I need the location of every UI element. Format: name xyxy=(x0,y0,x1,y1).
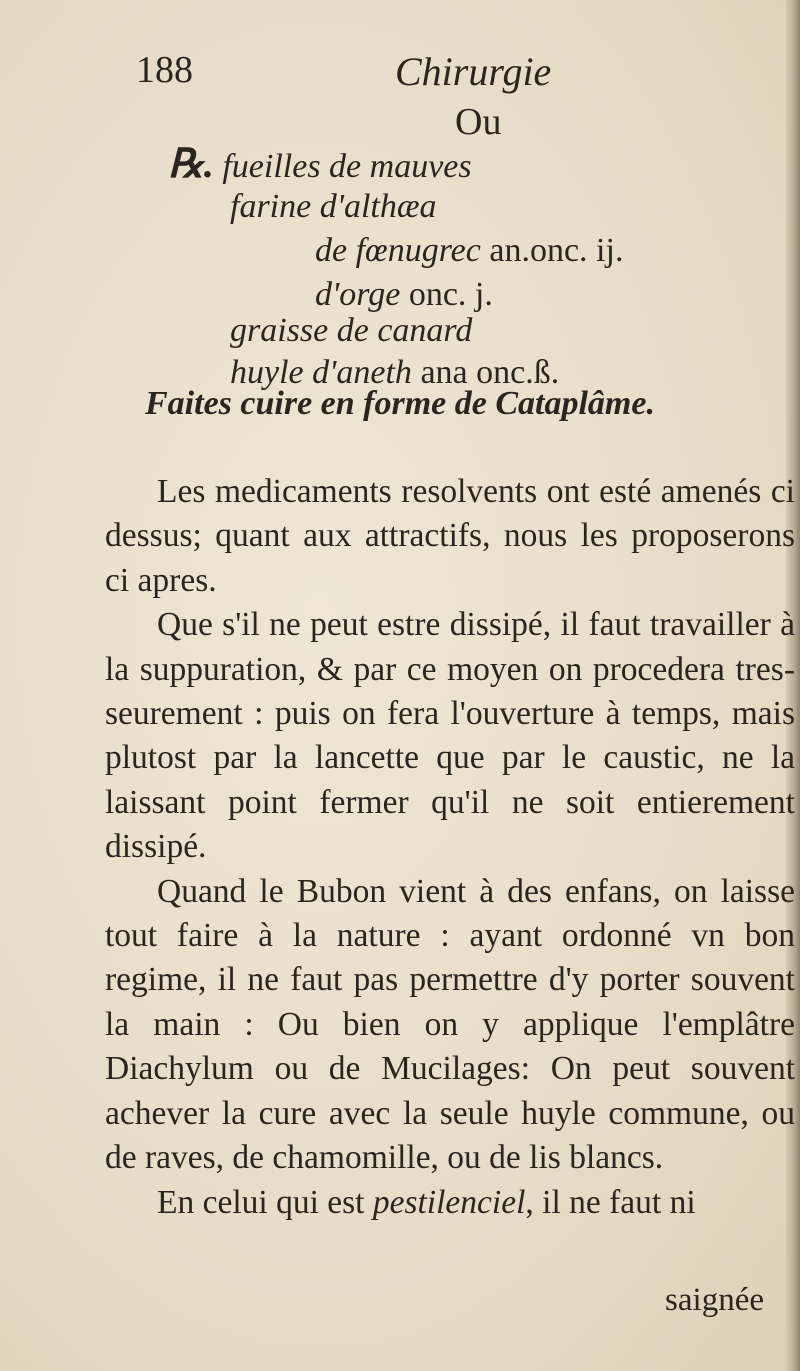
page-number: 188 xyxy=(136,49,193,91)
recipe-line xyxy=(315,232,623,270)
ingredient-name: huyle d'aneth xyxy=(230,354,412,391)
paragraph-text: En celui qui est xyxy=(157,1183,365,1221)
ingredient-name: graisse de canard xyxy=(230,312,473,349)
recipe-line xyxy=(315,276,493,314)
recipe-symbol-icon: ℞. xyxy=(168,141,214,186)
paragraph: Que s'il ne peut estre dissipé, il faut travailler à la suppuration, & par ce moyen on procedera tres-seurement : puis on fera l'ouverture à temps, mais plutost par la lancette que par le caustic, ne la laissant point fermer qu'il ne soit entierement dissipé. xyxy=(105,606,795,866)
ingredient-name: de fœnugrec xyxy=(315,232,481,269)
running-title: Chirurgie xyxy=(395,49,552,94)
paragraph xyxy=(105,1181,795,1225)
ingredient-name: fueilles de mauves xyxy=(222,148,472,185)
ingredient-name: d'orge xyxy=(315,276,401,313)
ingredient-name: farine d'althæa xyxy=(230,188,437,225)
recipe-line xyxy=(230,312,472,350)
recipe-line xyxy=(168,140,472,187)
catchword: saignée xyxy=(665,1282,764,1318)
paragraph-text: , il ne faut ni xyxy=(525,1183,696,1221)
recipe-line xyxy=(230,188,437,226)
paragraph: Les medicaments resolvents ont esté amenés ci dessus; quant aux attractifs, nous les proposerons ci apres. xyxy=(105,473,795,599)
ingredient-dose: ana onc.ß. xyxy=(420,354,560,391)
paragraph: Quand le Bubon vient à des enfans, on laisse tout faire à la nature : ayant ordonné vn bon regime, il ne faut pas permettre d'y porter souvent la main : Ou bien on y applique l'emplâtre Diachylum ou de Mucilages: On peut souvent achever la cure avec la seule huyle commune, ou de raves, de chamomille, ou de lis blancs. xyxy=(105,872,795,1177)
body-text xyxy=(105,470,795,1225)
paragraph-emphasis: pestilenciel xyxy=(372,1183,526,1221)
recipe-instruction: Faites cuire en forme de Cataplâme. xyxy=(145,385,655,422)
page-header xyxy=(130,48,760,98)
ingredient-dose: onc. j. xyxy=(408,276,493,313)
recipe-or-label: Ou xyxy=(455,101,502,143)
ingredient-dose: an.onc. ij. xyxy=(489,232,624,269)
